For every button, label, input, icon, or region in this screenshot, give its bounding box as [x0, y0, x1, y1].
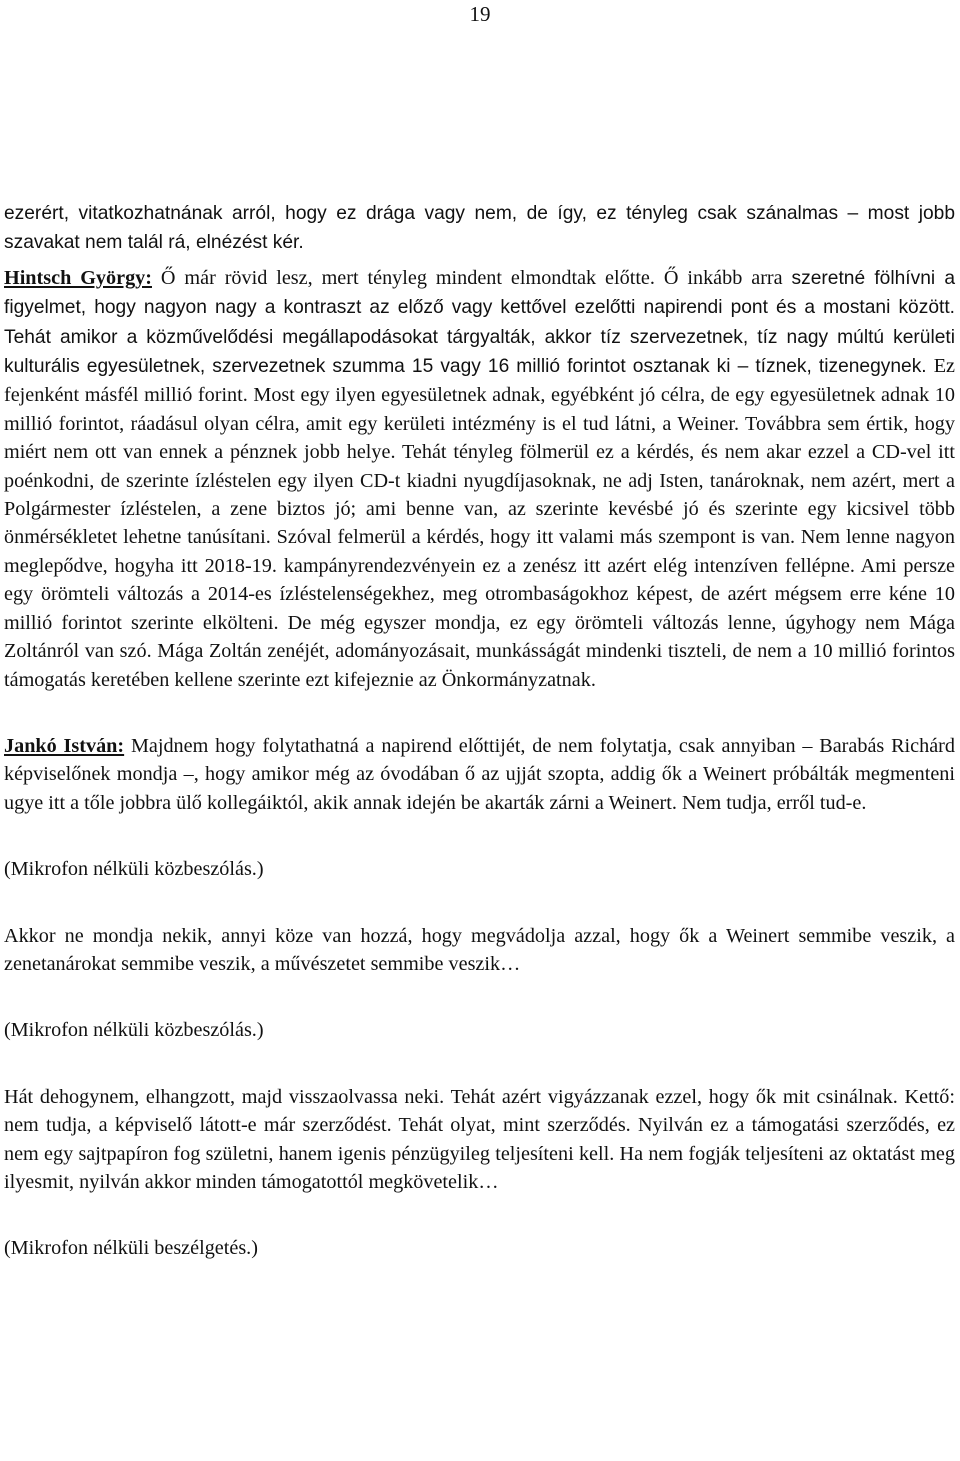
- paragraph-text: szeretné fölhívni a figyelmet, hogy nagyon nagy a kontraszt az előző vagy kettővel ezelőtti napirendi pont és a mostani között. Tehát amikor a közművelődési megállapodásokat tárgyalták, akkor tíz szervezetnek, tíz nagy múltú kerületi kulturális egyesületnek, szervezetnek szumma 15 vagy 16 millió forintot osztanak ki – tíznek, tizenegynek.: [4, 267, 955, 378]
- page-number: 19: [469, 2, 491, 26]
- paragraph-text: Akkor ne mondja nekik, annyi köze van hozzá, hogy megvádolja azzal, hogy ők a Weinert semmibe veszik, a zenetanárokat semmibe veszik, a művészetet semmibe veszik…: [4, 924, 955, 975]
- speaker-name: Hintsch György:: [4, 266, 152, 289]
- paragraph-text: (Mikrofon nélküli közbeszólás.): [4, 1019, 264, 1042]
- paragraph-text: Ő már rövid lesz, mert tényleg mindent elmondtak előtte.: [151, 266, 664, 289]
- speech-paragraph: [4, 264, 955, 694]
- document-body: [4, 199, 955, 1301]
- paragraph-text: Hát dehogynem, elhangzott, majd visszaolvassa neki. Tehát azért vigyázzanak ezzel, hogy ők mit csinálnak. Kettő: nem tudja, a képviselő látott-e már szerződést. Tehát olyat, mint szerződés. Nyilván ez a támogatási szerződés, ez nem egy sajtpapíron fog születni, hanem igenis pénzügyileg teljesíteni kell. Ha nem fogják teljesíteni az oktatást meg ilyesmit, nyilván akkor minden támogatottól megkövetelik…: [4, 1085, 955, 1193]
- paragraph-text: ezerért, vitatkozhatnának arról, hogy ez drága vagy nem, de így, ez tényleg csak szánalmas – most jobb szavakat nem talál rá, elnézést kér.: [4, 203, 955, 254]
- paragraph-text: (Mikrofon nélküli beszélgetés.): [4, 1237, 258, 1260]
- speech-paragraph: [4, 732, 955, 817]
- paragraph-text: Majdnem hogy folytathatná a napirend előttijét, de nem folytatja, csak annyiban – Barabás Richárd képviselőnek mondja –, hogy amikor még az óvodában ő az ujját szopta, addig ők a Weinert próbálták megmenteni ugye itt a tőle jobbra ülő kollegáiktól, akik annak idején be akarták zárni a Weinert. Nem tudja, erről tud-e.: [4, 734, 955, 814]
- paragraph-text: (Mikrofon nélküli közbeszólás.): [4, 858, 264, 881]
- paragraph: [4, 1083, 955, 1197]
- paragraph-text: Ő inkább arra: [663, 266, 792, 289]
- paragraph: [4, 199, 955, 258]
- interjection-note: [4, 1234, 955, 1262]
- interjection-note: [4, 1016, 955, 1044]
- speaker-name: Jankó István:: [4, 734, 125, 757]
- interjection-note: [4, 855, 955, 883]
- paragraph-text: Ez fejenként másfél millió forint. Most egy ilyen egyesületnek adnak, egyébként jó célra, de egy egyesületnek adnak 10 millió forintot, ráadásul olyan célra, amit egy kerületi intézmény is el tud látni, a Weiner. Továbbra sem értik, hogy miért nem ott van ennek a pénznek jobb helye. Tehát tényleg fölmerül ez a kérdés, és nem akar ezzel a CD-vel itt poénkodni, de szerinte ízléstelen egy ilyen CD-t kiadni nyugdíjasoknak, ne adj Isten, tanároknak, nem azért, mert a Polgármester ízléstelen, a zene biztos jó; ami benne van, az szerinte kevésbé jó és szerinte egy kicsivel több önmérsékletet lehetne tanúsítani. Szóval felmerül a kérdés, hogy itt valami más szempont is van. Nem lenne nagyon meglepődve, hogyha itt 2018-19. kampányrendezvényein ez a zenész itt azért elég intenzíven fellépne. Ami persze egy örömteli változás a 2014-es ízléstelenségekhez, meg otrombaságokhoz képest, de azért mégsem erre kéne 10 millió forintot szerinte elkölteni. De még egyszer mondja, ez egy örömteli változás lenne, úgyhogy nem Mága Zoltánról van szó. Mága Zoltán zenéjét, adományozásait, munkásságát mindenki tiszteli, de nem a 10 millió forintos támogatás keretében kellene szerinte ezt kifejeznie az Önkormányzatnak.: [4, 355, 955, 691]
- paragraph: [4, 922, 955, 979]
